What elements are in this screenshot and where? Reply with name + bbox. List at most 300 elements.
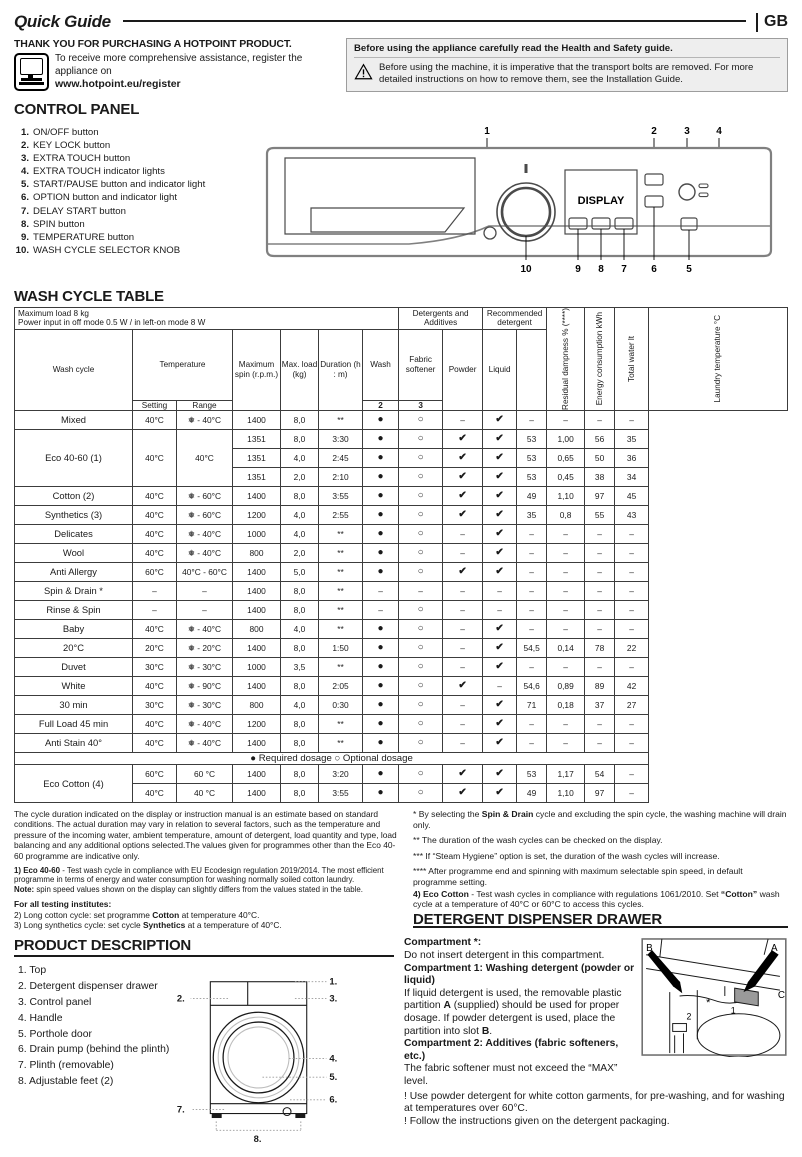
cycle-liquid: ✔ bbox=[483, 657, 517, 676]
cycle-water: – bbox=[585, 543, 615, 562]
cycle-water: 78 bbox=[585, 638, 615, 657]
cycle-wash: ● bbox=[363, 619, 399, 638]
thank-you-text-wrap bbox=[55, 53, 334, 92]
cycle-energy: 1,00 bbox=[547, 429, 585, 448]
cycle-energy: – bbox=[547, 733, 585, 752]
cycle-laundry-temp: – bbox=[615, 524, 649, 543]
cycle-max-spin: 1400 bbox=[233, 764, 281, 783]
dispenser-label-two: 2 bbox=[686, 1012, 692, 1023]
cycle-residual: 54,6 bbox=[517, 676, 547, 695]
cycle-max-load: 8,0 bbox=[281, 638, 319, 657]
cycle-name: Anti Stain 40° bbox=[15, 733, 133, 752]
cycle-laundry-temp: – bbox=[615, 562, 649, 581]
cycle-range: ❅ - 90°C bbox=[177, 676, 233, 695]
cycle-setting: 40°C bbox=[133, 733, 177, 752]
cycle-range: ❅ - 40°C bbox=[177, 714, 233, 733]
cycle-max-spin: 1400 bbox=[233, 581, 281, 600]
table-row bbox=[15, 543, 788, 562]
dispenser-label-a: A bbox=[771, 943, 778, 955]
cycle-name: Eco Cotton (4) bbox=[15, 764, 133, 802]
cycle-water: 55 bbox=[585, 505, 615, 524]
cycle-setting: 60°C bbox=[133, 764, 177, 783]
cycle-setting: 40°C bbox=[133, 429, 177, 486]
cycle-max-load: 8,0 bbox=[281, 410, 319, 429]
control-panel-item-10 bbox=[14, 244, 259, 257]
cycle-liquid: ✔ bbox=[483, 410, 517, 429]
cycle-softener: ○ bbox=[399, 505, 443, 524]
cycle-laundry-temp: – bbox=[615, 600, 649, 619]
cycle-wash: ● bbox=[363, 524, 399, 543]
cycle-wash: – bbox=[363, 600, 399, 619]
cycle-range: ❅ - 30°C bbox=[177, 695, 233, 714]
cycle-softener: ○ bbox=[399, 657, 443, 676]
product-description-item-3: 3. Control panel bbox=[18, 997, 92, 1008]
callout-5: 5 bbox=[686, 264, 692, 274]
callout-8: 8 bbox=[598, 264, 604, 274]
cycle-duration: 3:55 bbox=[319, 783, 363, 802]
cycle-residual: 71 bbox=[517, 695, 547, 714]
cycle-water: 37 bbox=[585, 695, 615, 714]
control-panel-item-label: WASH CYCLE SELECTOR KNOB bbox=[33, 244, 181, 256]
cycle-duration: 1:50 bbox=[319, 638, 363, 657]
note-text: spin speed values shown on the display can slightly differs from the values stated in the table. bbox=[34, 884, 363, 894]
eco-4060-label: 1) Eco 40-60 bbox=[14, 865, 61, 875]
cycle-softener: ○ bbox=[399, 638, 443, 657]
cycle-softener: ○ bbox=[399, 600, 443, 619]
cycle-max-spin: 1400 bbox=[233, 600, 281, 619]
cycle-water: – bbox=[585, 524, 615, 543]
control-panel-item-label: ON/OFF button bbox=[33, 127, 99, 138]
cycle-residual: 49 bbox=[517, 783, 547, 802]
cycle-powder: ✔ bbox=[443, 562, 483, 581]
cycle-range: 40 °C bbox=[177, 783, 233, 802]
cycle-name: Spin & Drain * bbox=[15, 581, 133, 600]
cycle-range: – bbox=[177, 600, 233, 619]
cycle-energy: 0,8 bbox=[547, 505, 585, 524]
product-description-item-6: 6. Drain pump (behind the plinth) bbox=[18, 1044, 170, 1056]
cycle-max-load: 2,0 bbox=[281, 467, 319, 486]
cycle-max-spin: 1400 bbox=[233, 676, 281, 695]
cycle-setting: 40°C bbox=[133, 783, 177, 802]
cycle-powder: – bbox=[443, 638, 483, 657]
cycle-residual: 53 bbox=[517, 764, 547, 783]
cycle-max-load: 8,0 bbox=[281, 676, 319, 695]
header-liquid: Liquid bbox=[483, 329, 517, 410]
footnote-eco-cotton bbox=[413, 889, 788, 910]
cycle-range: 40°C - 60°C bbox=[177, 562, 233, 581]
callout-3: 3 bbox=[684, 126, 690, 137]
pd-callout-5: 5. bbox=[329, 1072, 338, 1084]
cycle-max-load: 4,0 bbox=[281, 695, 319, 714]
control-panel-item-number: 4. bbox=[20, 166, 29, 178]
cycle-name: Baby bbox=[15, 619, 133, 638]
cycle-softener: ○ bbox=[399, 543, 443, 562]
cycle-wash: ● bbox=[363, 410, 399, 429]
footnote-star-a: * By selecting the bbox=[413, 808, 482, 819]
compartment-1-text2: (supplied) should be used for proper dosage. bbox=[404, 1000, 620, 1024]
eco-cotton-text2: wash cycle at a temperature of 40°C or 60°C to access this cycles. bbox=[413, 888, 780, 910]
cycle-softener: – bbox=[399, 581, 443, 600]
cycle-energy: – bbox=[547, 619, 585, 638]
callout-10: 10 bbox=[520, 264, 532, 274]
cycle-wash: ● bbox=[363, 543, 399, 562]
control-panel-item-label: OPTION button and indicator light bbox=[33, 192, 177, 204]
cycle-liquid: ✔ bbox=[483, 733, 517, 752]
cycle-setting: 20°C bbox=[133, 638, 177, 657]
cycle-wash: ● bbox=[363, 764, 399, 783]
compartment-2-heading: Compartment 2: Additives (fabric softeners, etc.) bbox=[404, 1038, 619, 1062]
control-panel-item-number: 9. bbox=[20, 231, 29, 243]
wash-cycle-table-title: WASH CYCLE TABLE bbox=[14, 288, 164, 305]
cycle-range: ❅ - 40°C bbox=[177, 524, 233, 543]
cycle-residual: 35 bbox=[517, 505, 547, 524]
cycle-max-spin: 1000 bbox=[233, 524, 281, 543]
callout-4: 4 bbox=[716, 126, 722, 137]
cycle-softener: ○ bbox=[399, 695, 443, 714]
cycle-laundry-temp: – bbox=[615, 714, 649, 733]
cycle-wash: ● bbox=[363, 429, 399, 448]
note3-a: 3) Long synthetics cycle: set cycle bbox=[14, 920, 143, 930]
header-rule bbox=[123, 20, 746, 22]
note-label: Note: bbox=[14, 884, 35, 894]
control-panel-item-8 bbox=[14, 218, 259, 231]
header-fabric-softener: Fabric softener bbox=[399, 329, 443, 400]
bottom-section bbox=[0, 935, 802, 1157]
register-url[interactable]: www.hotpoint.eu/register bbox=[55, 78, 181, 90]
cycle-setting: 40°C bbox=[133, 486, 177, 505]
cycle-name: Duvet bbox=[15, 657, 133, 676]
cycle-duration: ** bbox=[319, 410, 363, 429]
cycle-duration: 2:05 bbox=[319, 676, 363, 695]
locale-label: GB bbox=[764, 13, 788, 30]
cycle-liquid: ✔ bbox=[483, 695, 517, 714]
control-panel-legend-list bbox=[14, 122, 259, 279]
pd-callout-7: 7. bbox=[177, 1104, 186, 1116]
cycle-max-load: 8,0 bbox=[281, 600, 319, 619]
notes-section bbox=[0, 803, 802, 935]
control-panel-item-9 bbox=[14, 231, 259, 244]
cycle-energy: 1,10 bbox=[547, 783, 585, 802]
note2-a: 2) Long cotton cycle: set programme bbox=[14, 909, 153, 920]
cycle-residual: – bbox=[517, 600, 547, 619]
cycle-laundry-temp: – bbox=[615, 733, 649, 752]
dispenser-label-b: B bbox=[646, 943, 653, 955]
power-input-info: Power input in off mode 0.5 W / in left-on mode 8 W bbox=[18, 318, 206, 328]
cycle-liquid: ✔ bbox=[483, 486, 517, 505]
product-description-title: PRODUCT DESCRIPTION bbox=[14, 937, 394, 957]
product-description-block bbox=[14, 937, 394, 1157]
eco-4060-text: - Test wash cycle in compliance with EU Ecodesign regulation 2019/2014. The most efficient programme in terms of energy and water consumption for washing normally soiled cotton laundry. bbox=[14, 865, 384, 885]
cycle-powder: – bbox=[443, 581, 483, 600]
cycle-max-spin: 1351 bbox=[233, 429, 281, 448]
control-panel-item-number: 5. bbox=[20, 179, 29, 191]
cycle-powder: ✔ bbox=[443, 676, 483, 695]
cycle-name: Wool bbox=[15, 543, 133, 562]
dispenser-title: DETERGENT DISPENSER DRAWER bbox=[413, 915, 788, 929]
cycle-liquid: ✔ bbox=[483, 714, 517, 733]
control-panel-item-label: DELAY START button bbox=[33, 205, 126, 217]
control-panel-illustration bbox=[259, 122, 788, 279]
callout-9: 9 bbox=[575, 264, 581, 274]
notes-left bbox=[14, 809, 399, 935]
table-row bbox=[15, 764, 788, 783]
cycle-powder: ✔ bbox=[443, 467, 483, 486]
notes-eco-paragraph bbox=[14, 866, 399, 894]
cycle-name: Cotton (2) bbox=[15, 486, 133, 505]
header-recommended: Recommended detergent bbox=[483, 308, 547, 330]
table-row bbox=[15, 714, 788, 733]
cycle-wash: ● bbox=[363, 486, 399, 505]
table-row bbox=[15, 486, 788, 505]
header-energy-consumption: Energy consumption kWh bbox=[585, 308, 615, 411]
header-setting: Setting bbox=[133, 400, 177, 410]
cycle-max-spin: 1400 bbox=[233, 562, 281, 581]
cycle-duration: 0:30 bbox=[319, 695, 363, 714]
cycle-max-load: 8,0 bbox=[281, 714, 319, 733]
cycle-range: ❅ - 40°C bbox=[177, 733, 233, 752]
cycle-residual: – bbox=[517, 733, 547, 752]
cycle-powder: – bbox=[443, 695, 483, 714]
cycle-powder: – bbox=[443, 619, 483, 638]
cycle-liquid: – bbox=[483, 600, 517, 619]
note3-b: Synthetics bbox=[142, 920, 186, 930]
compartment-1-text3: If powder detergent is used, place the partition into slot bbox=[404, 1012, 616, 1037]
table-row bbox=[15, 733, 788, 752]
cycle-name: White bbox=[15, 676, 133, 695]
control-panel-item-label: EXTRA TOUCH indicator lights bbox=[33, 166, 165, 178]
cycle-setting: 40°C bbox=[133, 619, 177, 638]
cycle-max-load: 8,0 bbox=[281, 783, 319, 802]
control-panel-item-number: 10. bbox=[15, 244, 29, 256]
pd-callout-2: 2. bbox=[177, 993, 186, 1005]
cycle-residual: – bbox=[517, 581, 547, 600]
cycle-max-spin: 1351 bbox=[233, 448, 281, 467]
cycle-powder: – bbox=[443, 524, 483, 543]
cycle-range: ❅ - 20°C bbox=[177, 638, 233, 657]
control-panel-item-number: 7. bbox=[20, 205, 29, 217]
cycle-max-spin: 800 bbox=[233, 695, 281, 714]
intro-row bbox=[0, 32, 802, 92]
dispenser-text bbox=[404, 937, 636, 1088]
cycle-setting: – bbox=[133, 581, 177, 600]
locale-divider bbox=[756, 13, 758, 32]
note3-c: at a temperature of 40°C. bbox=[185, 920, 282, 930]
callout-6: 6 bbox=[651, 264, 657, 274]
cycle-liquid: ✔ bbox=[483, 429, 517, 448]
compartment-2-text: The fabric softener must not exceed the “MAX” level. bbox=[404, 1063, 618, 1087]
cycle-water: – bbox=[585, 714, 615, 733]
table-row bbox=[15, 524, 788, 543]
cycle-wash: ● bbox=[363, 505, 399, 524]
cycle-powder: – bbox=[443, 543, 483, 562]
dispenser-label-star: * bbox=[706, 997, 711, 1010]
table-row bbox=[15, 600, 788, 619]
dispenser-label-one: 1 bbox=[730, 1006, 736, 1017]
cycle-name: Rinse & Spin bbox=[15, 600, 133, 619]
cycle-softener: ○ bbox=[399, 764, 443, 783]
cycle-liquid: ✔ bbox=[483, 619, 517, 638]
cycle-duration: ** bbox=[319, 524, 363, 543]
max-load-info: Maximum load 8 kg bbox=[18, 309, 89, 318]
control-panel-item-1 bbox=[14, 126, 259, 139]
cycle-energy: 0,89 bbox=[547, 676, 585, 695]
cycle-energy: – bbox=[547, 657, 585, 676]
cycle-max-load: 8,0 bbox=[281, 429, 319, 448]
cycle-wash: ● bbox=[363, 783, 399, 802]
cycle-residual: 53 bbox=[517, 467, 547, 486]
cycle-residual: 53 bbox=[517, 448, 547, 467]
cycle-name: Anti Allergy bbox=[15, 562, 133, 581]
cycle-water: – bbox=[585, 410, 615, 429]
header-powder: Powder bbox=[443, 329, 483, 410]
cycle-liquid: ✔ bbox=[483, 467, 517, 486]
cycle-name: Delicates bbox=[15, 524, 133, 543]
eco-cotton-text1: - Test wash cycles in compliance with regulations 1061/2010. Set bbox=[468, 888, 721, 899]
control-panel-item-number: 1. bbox=[20, 127, 29, 138]
cycle-wash: ● bbox=[363, 562, 399, 581]
control-panel-item-label: KEY LOCK button bbox=[33, 140, 111, 152]
cycle-laundry-temp: – bbox=[615, 410, 649, 429]
cycle-energy: – bbox=[547, 543, 585, 562]
cycle-liquid: ✔ bbox=[483, 783, 517, 802]
cycle-range: ❅ - 60°C bbox=[177, 505, 233, 524]
dispenser-illustration bbox=[640, 937, 788, 1088]
control-panel-item-number: 8. bbox=[20, 218, 29, 230]
cycle-liquid: – bbox=[483, 581, 517, 600]
cycle-duration: ** bbox=[319, 562, 363, 581]
cycle-setting: 40°C bbox=[133, 676, 177, 695]
cycle-max-load: 2,0 bbox=[281, 543, 319, 562]
cycle-energy: 1,17 bbox=[547, 764, 585, 783]
cycle-energy: – bbox=[547, 410, 585, 429]
cycle-wash: ● bbox=[363, 714, 399, 733]
cycle-water: 54 bbox=[585, 764, 615, 783]
cycle-laundry-temp: – bbox=[615, 543, 649, 562]
cycle-powder: ✔ bbox=[443, 783, 483, 802]
testing-institutes-heading: For all testing institutes: bbox=[14, 899, 112, 910]
note2-b: Cotton bbox=[152, 909, 180, 920]
cycle-energy: 0,65 bbox=[547, 448, 585, 467]
cycle-setting: – bbox=[133, 600, 177, 619]
cycle-range: 40°C bbox=[177, 429, 233, 486]
cycle-max-spin: 1400 bbox=[233, 783, 281, 802]
cycle-name: Synthetics (3) bbox=[15, 505, 133, 524]
cycle-water: – bbox=[585, 600, 615, 619]
cycle-max-load: 8,0 bbox=[281, 486, 319, 505]
cycle-name: Full Load 45 min bbox=[15, 714, 133, 733]
cycle-residual: 54,5 bbox=[517, 638, 547, 657]
cycle-max-spin: 1400 bbox=[233, 486, 281, 505]
compartment-star-text: Do not insert detergent in this compartment. bbox=[404, 950, 605, 961]
cycle-residual: – bbox=[517, 657, 547, 676]
cycle-range: ❅ - 40°C bbox=[177, 619, 233, 638]
cycle-max-spin: 800 bbox=[233, 619, 281, 638]
cycle-powder: ✔ bbox=[443, 486, 483, 505]
cycle-duration: 2:10 bbox=[319, 467, 363, 486]
control-panel-item-number: 3. bbox=[20, 153, 29, 165]
cycle-duration: 2:45 bbox=[319, 448, 363, 467]
cycle-laundry-temp: 35 bbox=[615, 429, 649, 448]
control-panel-item-label: EXTRA TOUCH button bbox=[33, 153, 131, 165]
page-header bbox=[0, 0, 802, 32]
wash-cycle-table-wrap bbox=[0, 307, 802, 803]
cycle-max-spin: 1200 bbox=[233, 505, 281, 524]
cycle-laundry-temp: – bbox=[615, 619, 649, 638]
cycle-softener: ○ bbox=[399, 524, 443, 543]
cycle-softener: ○ bbox=[399, 676, 443, 695]
thank-you-heading: THANK YOU FOR PURCHASING A HOTPOINT PRODUCT. bbox=[14, 38, 292, 50]
cycle-max-load: 8,0 bbox=[281, 733, 319, 752]
footnote-star-c: cycle and excluding the spin cycle, the washing machine will drain only. bbox=[413, 808, 787, 830]
cycle-laundry-temp: 22 bbox=[615, 638, 649, 657]
cycle-wash: ● bbox=[363, 638, 399, 657]
cycle-water: 38 bbox=[585, 467, 615, 486]
cycle-residual: – bbox=[517, 543, 547, 562]
washing-machine-illustration bbox=[169, 959, 351, 1157]
cycle-max-spin: 1351 bbox=[233, 467, 281, 486]
cycle-softener: ○ bbox=[399, 733, 443, 752]
cycle-range: ❅ - 30°C bbox=[177, 657, 233, 676]
cycle-liquid: ✔ bbox=[483, 562, 517, 581]
page-title: Quick Guide bbox=[14, 12, 111, 31]
cycle-water: – bbox=[585, 562, 615, 581]
dispenser-block bbox=[404, 937, 788, 1157]
cycle-duration: ** bbox=[319, 733, 363, 752]
cycle-energy: 0,14 bbox=[547, 638, 585, 657]
cycle-range: ❅ - 40°C bbox=[177, 543, 233, 562]
cycle-residual: 53 bbox=[517, 429, 547, 448]
cycle-wash: ● bbox=[363, 448, 399, 467]
cycle-softener: ○ bbox=[399, 467, 443, 486]
header-total-water: Total water lt bbox=[615, 308, 649, 411]
table-row bbox=[15, 619, 788, 638]
cycle-max-spin: 1000 bbox=[233, 657, 281, 676]
cycle-softener: ○ bbox=[399, 562, 443, 581]
cycle-setting: 40°C bbox=[133, 714, 177, 733]
cycle-water: – bbox=[585, 733, 615, 752]
table-row bbox=[15, 505, 788, 524]
control-panel-item-4 bbox=[14, 165, 259, 178]
footnote-triple-star: *** If “Steam Hygiene” option is set, the duration of the wash cycles will increase. bbox=[413, 850, 720, 861]
cycle-max-load: 4,0 bbox=[281, 619, 319, 638]
cycle-residual: – bbox=[517, 562, 547, 581]
table-row bbox=[15, 676, 788, 695]
callout-7: 7 bbox=[621, 264, 627, 274]
product-description-item-5: 5. Porthole door bbox=[18, 1028, 92, 1040]
cycle-name: Eco 40-60 (1) bbox=[15, 429, 133, 486]
register-monitor-icon bbox=[14, 53, 49, 91]
cycle-setting: 60°C bbox=[133, 562, 177, 581]
eco-cotton-label: 4) Eco Cotton bbox=[413, 888, 469, 899]
cycle-duration: ** bbox=[319, 543, 363, 562]
cycle-wash: ● bbox=[363, 467, 399, 486]
partition-a-label: A bbox=[443, 1000, 451, 1012]
notes-duration-paragraph: The cycle duration indicated on the display or instruction manual is an estimate based on standard conditions. The actual duration may vary in relation to several factors, such as the temperature and pressure of the incoming water, ambient temperature, amount of detergent, load quantity and type, load balancing and any additional options selected.The values given for programmes other than the Eco 40-60 programme are indicative only. bbox=[14, 808, 397, 861]
header-range: Range bbox=[177, 400, 233, 410]
compartment-1-heading: Compartment 1: Washing detergent (powder or liquid) bbox=[404, 962, 635, 987]
cycle-laundry-temp: – bbox=[615, 764, 649, 783]
cycle-softener: ○ bbox=[399, 714, 443, 733]
cycle-powder: ✔ bbox=[443, 505, 483, 524]
wash-cycle-table bbox=[14, 307, 788, 803]
cycle-water: – bbox=[585, 657, 615, 676]
safety-heading: Before using the appliance carefully read the Health and Safety guide. bbox=[354, 43, 780, 58]
cycle-powder: ✔ bbox=[443, 448, 483, 467]
cycle-laundry-temp: 43 bbox=[615, 505, 649, 524]
cycle-duration: ** bbox=[319, 600, 363, 619]
pd-callout-6: 6. bbox=[329, 1095, 338, 1107]
thank-you-body: To receive more comprehensive assistance, register the appliance on bbox=[55, 53, 303, 77]
